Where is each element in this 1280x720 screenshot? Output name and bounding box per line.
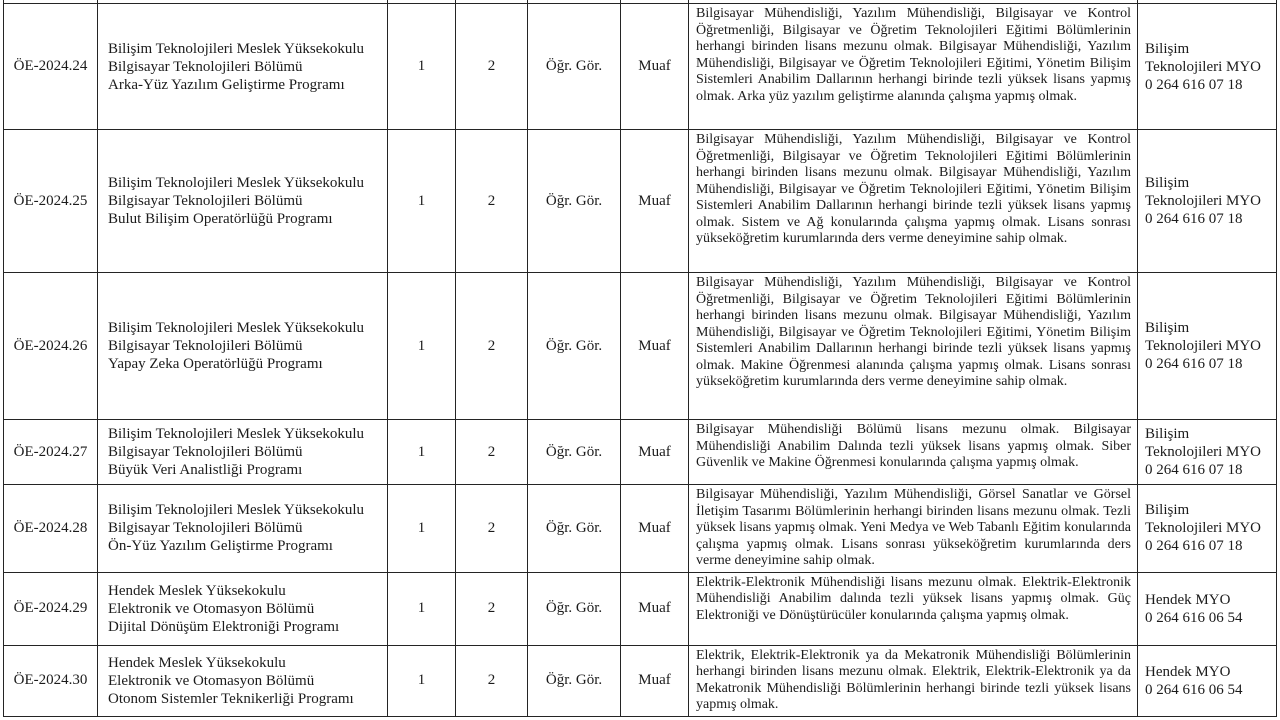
table-row xyxy=(4,420,1277,485)
contact-line: Bilişim xyxy=(1145,40,1190,57)
cell-contact-unit xyxy=(1138,4,1277,130)
unit-line-department: Bilgisayar Teknolojileri Bölümü xyxy=(108,444,303,460)
cell-position-count: 1 xyxy=(388,130,456,273)
unit-line-department: Elektronik ve Otomasyon Bölümü xyxy=(108,672,315,689)
cell-announcement-code: ÖE-2024.24 xyxy=(4,4,98,130)
cell-position-title: Öğr. Gör. xyxy=(528,273,621,420)
contact-phone: 0 264 616 07 18 xyxy=(1145,462,1243,478)
cell-exam-exemption: Muaf xyxy=(621,130,689,273)
contact-line: Bilişim xyxy=(1145,175,1190,191)
contact-line: Teknolojileri MYO xyxy=(1145,338,1262,354)
unit-line-program: Dijital Dönüşüm Elektroniği Programı xyxy=(108,618,340,635)
cell-unit-department-program xyxy=(98,572,388,645)
cell-position-degree: 2 xyxy=(456,485,528,573)
cell-contact-unit xyxy=(1138,645,1277,716)
unit-line-school: Hendek Meslek Yüksekokulu xyxy=(108,582,286,599)
table-row xyxy=(4,485,1277,573)
unit-line-department: Bilgisayar Teknolojileri Bölümü xyxy=(108,338,303,354)
cell-unit-department-program xyxy=(98,485,388,573)
cell-position-count: 1 xyxy=(388,4,456,130)
cell-position-count: 1 xyxy=(388,645,456,716)
cell-requirements: Bilgisayar Mühendisliği, Yazılım Mühendisliği, Bilgisayar ve Kontrol Öğretmenliği, Bilgisayar ve Öğretim Teknolojileri Eğitimi Bölümlerinin herhangi birinden lisans mezunu olmak. Bilgisayar Mühendisliği, Yazılım Mühendisliği, Bilgisayar ve Öğretim Teknolojileri Eğitimi, Yönetim Bilişim Sistemleri Anabilim Dallarının herhangi birinde tezli yüksek lisans yapmış olmak. Arka yüz yazılım geliştirme alanında çalışma yapmış olmak. xyxy=(689,4,1138,130)
cell-position-count: 1 xyxy=(388,485,456,573)
unit-line-department: Bilgisayar Teknolojileri Bölümü xyxy=(108,520,303,537)
cell-position-count: 1 xyxy=(388,572,456,645)
contact-phone: 0 264 616 07 18 xyxy=(1145,211,1243,227)
cell-position-degree: 2 xyxy=(456,273,528,420)
unit-line-program: Otonom Sistemler Teknikerliği Programı xyxy=(108,690,354,707)
table-row xyxy=(4,572,1277,645)
cell-position-title: Öğr. Gör. xyxy=(528,645,621,716)
cell-exam-exemption: Muaf xyxy=(621,645,689,716)
cell-exam-exemption: Muaf xyxy=(621,420,689,485)
contact-line: Teknolojileri MYO xyxy=(1145,520,1262,537)
cell-contact-unit xyxy=(1138,572,1277,645)
cell-position-degree: 2 xyxy=(456,572,528,645)
cell-exam-exemption: Muaf xyxy=(621,485,689,573)
cell-exam-exemption: Muaf xyxy=(621,4,689,130)
cell-requirements: Bilgisayar Mühendisliği, Yazılım Mühendisliği, Bilgisayar ve Kontrol Öğretmenliği, Bilgisayar ve Öğretim Teknolojileri Eğitimi Bölümlerinin herhangi birinden lisans mezunu olmak. Bilgisayar Mühendisliği, Yazılım Mühendisliği, Bilgisayar ve Öğretim Teknolojileri Eğitimi, Yönetim Bilişim Sistemleri Anabilim Dallarının herhangi birinde tezli yüksek lisans yapmış olmak. Sistem ve Ağ konularında çalışma yapmış olmak. Lisans sonrası yükseköğretim kurumlarında ders verme deneyimine sahip olmak. xyxy=(689,130,1138,273)
contact-line: Bilişim xyxy=(1145,320,1190,336)
cell-unit-department-program xyxy=(98,4,388,130)
cell-position-title: Öğr. Gör. xyxy=(528,4,621,130)
cell-unit-department-program xyxy=(98,273,388,420)
cell-unit-department-program xyxy=(98,420,388,485)
cell-announcement-code: ÖE-2024.29 xyxy=(4,572,98,645)
contact-phone: 0 264 616 07 18 xyxy=(1145,76,1243,93)
cell-position-count: 1 xyxy=(388,273,456,420)
contact-line: Teknolojileri MYO xyxy=(1145,444,1262,460)
cell-announcement-code: ÖE-2024.28 xyxy=(4,485,98,573)
table-row xyxy=(4,645,1277,716)
cell-contact-unit xyxy=(1138,130,1277,273)
unit-line-school: Bilişim Teknolojileri Meslek Yüksekokulu xyxy=(108,175,365,191)
unit-line-department: Elektronik ve Otomasyon Bölümü xyxy=(108,600,315,617)
contact-phone: 0 264 616 07 18 xyxy=(1145,356,1243,372)
unit-line-program: Büyük Veri Analistliği Programı xyxy=(108,462,303,478)
contact-line: Teknolojileri MYO xyxy=(1145,58,1262,75)
cell-position-degree: 2 xyxy=(456,645,528,716)
job-postings-table xyxy=(3,0,1277,717)
cell-exam-exemption: Muaf xyxy=(621,273,689,420)
contact-line: Bilişim xyxy=(1145,502,1190,519)
cell-announcement-code: ÖE-2024.27 xyxy=(4,420,98,485)
cell-requirements: Bilgisayar Mühendisliği, Yazılım Mühendisliği, Bilgisayar ve Kontrol Öğretmenliği, Bilgisayar ve Öğretim Teknolojileri Eğitimi Bölümlerinin herhangi birinden lisans mezunu olmak. Bilgisayar Mühendisliği, Yazılım Mühendisliği, Bilgisayar ve Öğretim Teknolojileri Eğitimi, Yönetim Bilişim Sistemleri Anabilim Dallarının herhangi birinde tezli yüksek lisans yapmış olmak. Makine Öğrenmesi alanında çalışma yapmış olmak. Lisans sonrası yükseköğretim kurumlarında ders verme deneyimine sahip olmak. xyxy=(689,273,1138,420)
cell-unit-department-program xyxy=(98,130,388,273)
unit-line-school: Bilişim Teknolojileri Meslek Yüksekokulu xyxy=(108,40,365,57)
cell-requirements: Bilgisayar Mühendisliği, Yazılım Mühendisliği, Görsel Sanatlar ve Görsel İletişim Tasarımı Bölümlerinin herhangi birinden lisans mezunu olmak. Tezli yüksek lisans yapmış olmak. Yeni Medya ve Web Tabanlı Eğitim konularında çalışma yapmış olmak. Lisans sonrası yükseköğretim kurumlarında ders verme deneyimine sahip olmak. xyxy=(689,485,1138,573)
contact-phone: 0 264 616 07 18 xyxy=(1145,538,1243,555)
cell-contact-unit xyxy=(1138,485,1277,573)
cell-position-title: Öğr. Gör. xyxy=(528,130,621,273)
unit-line-school: Bilişim Teknolojileri Meslek Yüksekokulu xyxy=(108,426,365,442)
unit-line-program: Bulut Bilişim Operatörlüğü Programı xyxy=(108,211,333,227)
cell-position-degree: 2 xyxy=(456,130,528,273)
unit-line-department: Bilgisayar Teknolojileri Bölümü xyxy=(108,193,303,209)
cell-announcement-code: ÖE-2024.25 xyxy=(4,130,98,273)
cell-contact-unit xyxy=(1138,420,1277,485)
cell-announcement-code: ÖE-2024.30 xyxy=(4,645,98,716)
cell-position-count: 1 xyxy=(388,420,456,485)
cell-contact-unit xyxy=(1138,273,1277,420)
table-row xyxy=(4,273,1277,420)
unit-line-school: Hendek Meslek Yüksekokulu xyxy=(108,654,286,671)
unit-line-program: Yapay Zeka Operatörlüğü Programı xyxy=(108,356,323,372)
table-row xyxy=(4,130,1277,273)
contact-phone: 0 264 616 06 54 xyxy=(1145,681,1243,698)
unit-line-program: Ön-Yüz Yazılım Geliştirme Programı xyxy=(108,538,333,555)
contact-phone: 0 264 616 06 54 xyxy=(1145,609,1243,626)
contact-line: Hendek MYO xyxy=(1145,663,1231,680)
contact-line: Teknolojileri MYO xyxy=(1145,193,1262,209)
cell-position-title: Öğr. Gör. xyxy=(528,420,621,485)
unit-line-department: Bilgisayar Teknolojileri Bölümü xyxy=(108,58,303,75)
cell-position-degree: 2 xyxy=(456,420,528,485)
cell-requirements: Elektrik, Elektrik-Elektronik ya da Mekatronik Mühendisliği Bölümlerinin herhangi birinden lisans mezunu olmak. Elektrik, Elektrik-Elektronik ya da Mekatronik Mühendisliği Bölümlerinin herhangi birinde tezli yüksek lisans yapmış olmak. xyxy=(689,645,1138,716)
unit-line-school: Bilişim Teknolojileri Meslek Yüksekokulu xyxy=(108,320,365,336)
unit-line-school: Bilişim Teknolojileri Meslek Yüksekokulu xyxy=(108,502,365,519)
cell-requirements: Bilgisayar Mühendisliği Bölümü lisans mezunu olmak. Bilgisayar Mühendisliği Anabilim Dalında tezli yüksek lisans yapmış olmak. Siber Güvenlik ve Makine Öğrenmesi konularında çalışma yapmış olmak. xyxy=(689,420,1138,485)
cell-position-title: Öğr. Gör. xyxy=(528,485,621,573)
cell-position-title: Öğr. Gör. xyxy=(528,572,621,645)
unit-line-program: Arka-Yüz Yazılım Geliştirme Programı xyxy=(108,76,345,93)
cell-requirements: Elektrik-Elektronik Mühendisliği lisans mezunu olmak. Elektrik-Elektronik Mühendisliği Anabilim dalında tezli yüksek lisans yapmış olmak. Güç Elektroniği ve Dönüştürücüler konularında çalışma yapmış olmak. xyxy=(689,572,1138,645)
cell-exam-exemption: Muaf xyxy=(621,572,689,645)
table-row xyxy=(4,4,1277,130)
cell-position-degree: 2 xyxy=(456,4,528,130)
contact-line: Hendek MYO xyxy=(1145,591,1231,608)
cell-announcement-code: ÖE-2024.26 xyxy=(4,273,98,420)
contact-line: Bilişim xyxy=(1145,426,1190,442)
cell-unit-department-program xyxy=(98,645,388,716)
